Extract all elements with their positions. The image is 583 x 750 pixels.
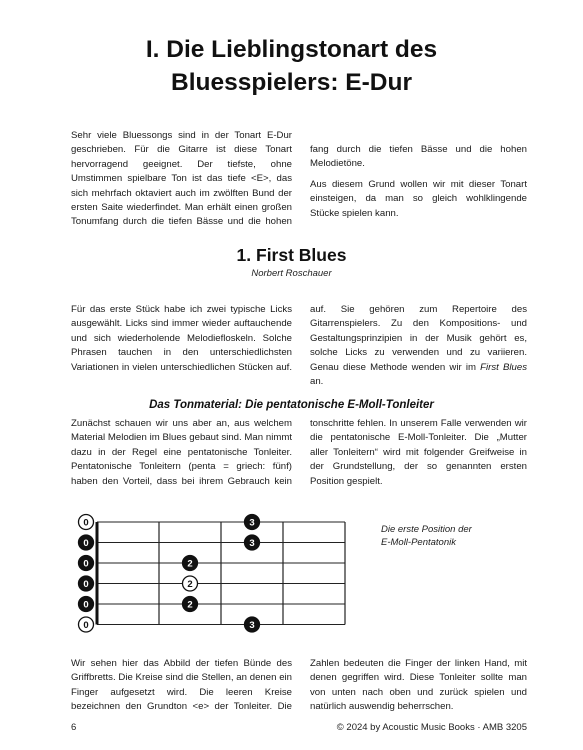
subsection-right-paragraph: tonschritte fehlen. In unserem Falle verwenden wir die pentatonische E-Moll-Tonleiter. Die „Mutter aller Tonleitern“ wird mit folgender Greifweise in der Grundstellung, der so genannten ersten Position gespielt. <box>310 418 527 487</box>
intro-right-paragraph-1: fang durch die tiefen Bässe und die hohen Melodietöne. <box>310 144 527 170</box>
subsection-title: Das Tonmaterial: Die pentatonische E-Moll-Tonleiter <box>149 399 434 411</box>
intro-left-column <box>71 129 292 231</box>
subsection-right-column <box>310 417 527 497</box>
subsection-left-column <box>71 417 292 489</box>
bottom-right-paragraph: Zahlen bedeuten die Finger der linken Hand, mit denen gegriffen wird. Diese Tonleiter sollte man von unten nach oben und zurück spielen und natürlich auswendig beherrschen. <box>310 658 527 713</box>
bottom-left-column <box>71 657 292 715</box>
bottom-left-paragraph: Wir sehen hier das Abbild der tiefen Bünde des Griffbretts. Die Kreise sind die Stellen, an denen ein Finger aufgesetzt wird. Die leeren Kreise bezeichnen den Grundton <e> der Tonleiter. Die <box>71 658 292 713</box>
diagram-caption <box>381 523 521 549</box>
finger-marker-label: 2 <box>187 558 193 570</box>
open-string-marker-label: 0 <box>83 537 89 549</box>
page-title-line-2: Bluesspielers: E-Dur <box>171 69 412 96</box>
intro-left-paragraph: Sehr viele Bluessongs sind in der Tonart E-Dur geschrieben. Für die Gitarre ist diese Tonart hervorragend geeignet. Der tiefste, ohne Umstimmen spielbare Ton ist das tiefe <E>, das sich mehrfach oktaviert auch im zwölften Bund der ersten Saite wiederfindet. Man erhält einen großen Tonumfang durch die tiefen Bässe und die hohen <box>71 130 292 228</box>
page-number: 6 <box>71 722 77 733</box>
finger-marker-label: 3 <box>249 537 255 549</box>
section-right-text-1: Zu den Kompositions- und Gestaltungsprinzipien in der Musik gehört es, solche Licks zu verwenden und zu variieren. Genau diese Methode wenden wir im <box>310 318 528 373</box>
copyright-notice: © 2024 by Acoustic Music Books · AMB 3205 <box>336 722 527 733</box>
diagram-caption-line-2: E-Moll-Pentatonik <box>381 537 456 548</box>
subsection-left-paragraph: Zunächst schauen wir uns aber an, aus welchem Material Melodien im Blues gebaut sind. Man nimmt dazu in der Regel eine pentatonische Tonleiter. Pentatonische Tonleitern (penta = griech: fünf) haben den Vorteil, dass bei ihrem Gebrauch kein <box>71 418 292 487</box>
open-string-marker-label: 0 <box>83 558 89 570</box>
finger-marker-label: 3 <box>249 517 255 529</box>
section-right-column <box>310 303 527 397</box>
section-left-column <box>71 303 292 375</box>
finger-marker-label: 3 <box>249 619 255 631</box>
section-right-emphasis: First Blues <box>480 361 527 373</box>
subsection-right-text: In unserem Falle verwenden wir die pentatonische E-Moll-Tonleiter. Die „Mutter aller Tonleitern“ wird mit folgender Greifweise in der Grundstellung, der so genannten ersten Position gespielt. <box>310 418 527 487</box>
section-right-paragraph: auf. Sie gehören zum Repertoire des Gitarrenspielers. Zu den Kompositions- und Gestaltungsprinzipien in der Musik gehört es, solche Licks zu verwenden und zu variieren. Genau diese Methode wenden wir im First Blues an. <box>310 304 528 388</box>
intro-right-column <box>310 143 527 233</box>
intro-right-paragraph-2: Aus diesem Grund wollen wir mit dieser Tonart einsteigen, da man so gleich wohlklingende Stücke spielen kann. <box>310 178 527 219</box>
section-right-text-2: an. <box>310 376 324 388</box>
open-string-marker-label: 0 <box>83 578 89 590</box>
page-title-line-1: I. Die Lieblingstonart des <box>145 36 438 63</box>
open-string-marker-label: 0 <box>83 517 89 529</box>
open-string-marker-label: 0 <box>83 599 89 611</box>
section-title: 1. First Blues <box>236 245 347 265</box>
bottom-right-column <box>310 657 527 723</box>
section-author: Norbert Roschauer <box>251 268 332 279</box>
fretboard-diagram <box>72 510 372 640</box>
finger-marker-label: 2 <box>187 599 193 611</box>
section-left-paragraph: Für das erste Stück habe ich zwei typische Licks ausgewählt. Licks sind immer wieder auftauchende und sich wiederholende Melodiefloskeln. Solche Phrasen tauchen in den unterschiedlichsten Variationen in vielen unterschiedlichen Stücken auf. <box>71 304 292 373</box>
finger-marker-label: 2 <box>187 578 193 590</box>
diagram-caption-line-1: Die erste Position der <box>381 524 472 535</box>
open-string-marker-label: 0 <box>83 619 89 631</box>
